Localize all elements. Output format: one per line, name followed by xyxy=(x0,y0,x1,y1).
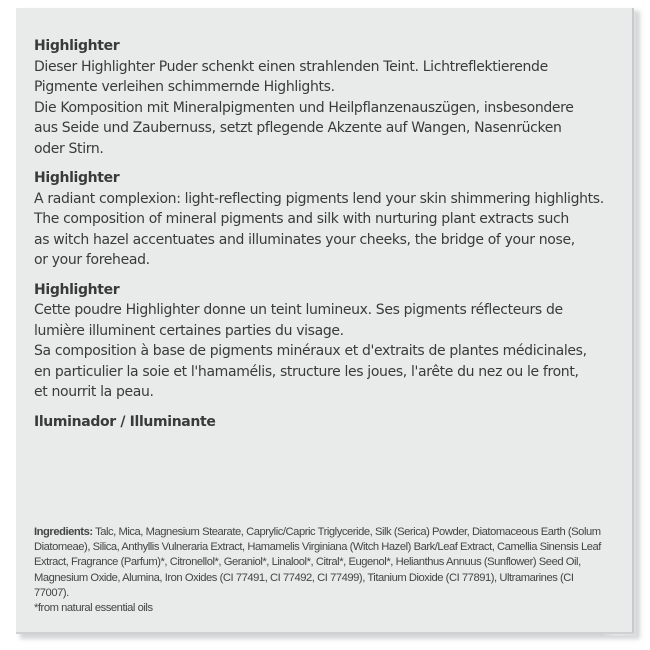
section-body: A radiant complexion: light-reflecting pigments lend your skin shimmering highlights. The composition of mineral pigments and silk with nurturing plant extracts such as witch hazel accentuates and illuminates your cheeks, the bridge of your nose, or your forehead. xyxy=(34,190,604,268)
ingredients-footnote: *from natural essential oils xyxy=(34,602,153,615)
ingredients-text: Talc, Mica, Magnesium Stearate, Caprylic/Capric Triglyceride, Silk (Serica) Powder, Diatomaceous Earth (Solum Diatomeae), Silica, Anthyllis Vulneraria Extract, Hamamelis Virginiana (Witch Hazel) Bark/Leaf Extract, Camellia Sinensis Leaf Extract, Fragrance (Parfum)*, Citronellol*, Geraniol*, Linalool*, Citral*, Eugenol*, Helianthus Annuus (Sunflower) Seed Oil, Magnesium Oxide, Alumina, Iron Oxides (CI 77491, CI 77492, CI 77499), Titanium Dioxide (CI 77891), Ultramarines (CI 77007). xyxy=(34,526,601,599)
section-body: Dieser Highlighter Puder schenkt einen strahlenden Teint. Lichtreflektierende Pigmente verleihen schimmernde Highlights. Die Komposition mit Mineralpigmenten und Heilpflanzenauszügen, insbesondere aus Seide und Zaubernuss, setzt pflegende Akzente auf Wangen, Nasenrücken oder Stirn. xyxy=(34,58,574,157)
section-french xyxy=(34,280,624,403)
section-english xyxy=(34,168,624,271)
section-body: Cette poudre Highlighter donne un teint lumineux. Ses pigments réflecteurs de lumière illuminent certaines parties du visage. Sa composition à base de pigments minéraux et d'extraits de plantes médicinales, en particulier la soie et l'hamamélis, structure les joues, l'arête du nez ou le front, et nourrit la peau. xyxy=(34,302,587,400)
section-title: Highlighter xyxy=(34,38,120,54)
spanish-italian-title: Iluminador / Illuminante xyxy=(34,413,216,430)
ingredients-list xyxy=(34,525,609,616)
ingredients-label: Ingredients: xyxy=(34,526,93,538)
section-title: Highlighter xyxy=(34,281,120,298)
section-title: Highlighter xyxy=(34,170,120,186)
section-german xyxy=(34,36,624,159)
description-text xyxy=(34,36,624,432)
